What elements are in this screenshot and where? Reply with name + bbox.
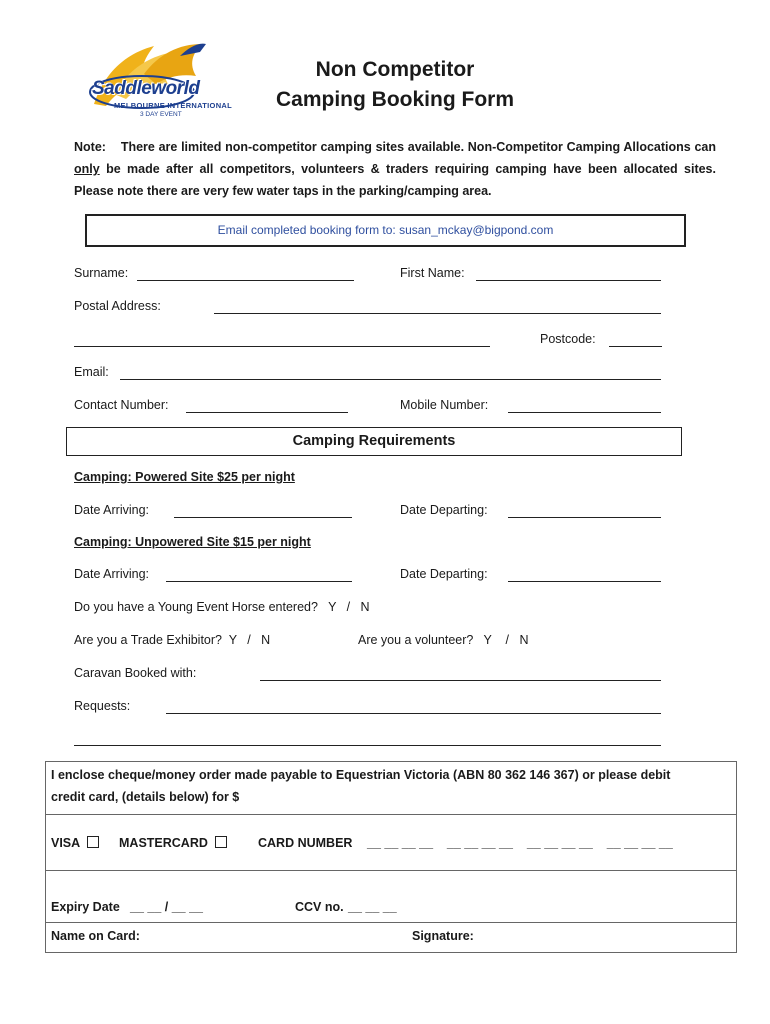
unpowered-date-arriving-field[interactable] xyxy=(166,581,352,582)
mastercard-label: MASTERCARD xyxy=(119,836,208,850)
note-paragraph xyxy=(74,136,716,202)
mastercard-option[interactable] xyxy=(119,836,227,850)
requests-field-2[interactable] xyxy=(74,745,661,746)
powered-date-arriving-label: Date Arriving: xyxy=(74,503,150,517)
visa-checkbox[interactable] xyxy=(87,836,99,848)
card-number-field[interactable]: __ __ __ __ __ __ __ __ __ __ __ __ __ __ __ __ xyxy=(367,836,673,850)
note-emphasis: only xyxy=(74,162,100,176)
postcode-field[interactable] xyxy=(609,346,662,347)
ccv-label: CCV no. xyxy=(295,900,344,914)
ccv-field[interactable]: __ __ __ xyxy=(348,900,397,914)
requests-field[interactable] xyxy=(166,713,661,714)
note-text-before: There are limited non-competitor camping sites available. Non-Competitor Camping Allocations can xyxy=(120,140,716,154)
postal-address-field-2[interactable] xyxy=(74,346,490,347)
mastercard-checkbox[interactable] xyxy=(215,836,227,848)
postal-address-label: Postal Address: xyxy=(74,299,161,313)
surname-label: Surname: xyxy=(74,266,129,280)
payment-divider xyxy=(46,814,736,815)
young-horse-question[interactable]: Do you have a Young Event Horse entered? Y / N xyxy=(74,600,370,614)
note-label: Note: xyxy=(74,140,106,154)
mobile-number-label: Mobile Number: xyxy=(400,398,489,412)
payment-divider-3 xyxy=(46,922,736,923)
unpowered-date-departing-label: Date Departing: xyxy=(400,567,488,581)
page-title xyxy=(240,55,550,115)
surname-field[interactable] xyxy=(137,280,354,281)
postcode-label: Postcode: xyxy=(540,332,596,346)
contact-number-field[interactable] xyxy=(186,412,348,413)
name-on-card-label: Name on Card: xyxy=(51,929,140,943)
payment-enclose-line-2: credit card, (details below) for $ xyxy=(51,790,240,804)
powered-date-departing-field[interactable] xyxy=(508,517,661,518)
camping-requirements-heading: Camping Requirements xyxy=(66,427,682,456)
powered-date-arriving-field[interactable] xyxy=(174,517,352,518)
caravan-field[interactable] xyxy=(260,680,661,681)
mobile-number-field[interactable] xyxy=(508,412,661,413)
logo-event: 3 DAY EVENT xyxy=(140,111,182,118)
first-name-label: First Name: xyxy=(400,266,465,280)
unpowered-date-departing-field[interactable] xyxy=(508,581,661,582)
caravan-label: Caravan Booked with: xyxy=(74,666,197,680)
email-field[interactable] xyxy=(120,379,661,380)
requests-label: Requests: xyxy=(74,699,131,713)
payment-divider-2 xyxy=(46,870,736,871)
unpowered-site-heading: Camping: Unpowered Site $15 per night xyxy=(74,535,311,549)
powered-site-heading: Camping: Powered Site $25 per night xyxy=(74,470,295,484)
logo-subtitle: MELBOURNE INTERNATIONAL xyxy=(114,101,233,110)
card-number-label: CARD NUMBER xyxy=(258,836,353,850)
note-text-after: be made after all competitors, volunteers & traders requiring camping have been allocated sites. Please note there are very few water taps in the parking/camping area. xyxy=(74,162,716,198)
unpowered-date-arriving-label: Date Arriving: xyxy=(74,567,150,581)
visa-option[interactable] xyxy=(51,836,99,850)
contact-number-label: Contact Number: xyxy=(74,398,169,412)
saddleworld-logo xyxy=(84,34,234,120)
signature-label: Signature: xyxy=(412,929,474,943)
title-line-1: Non Competitor xyxy=(315,58,475,81)
expiry-date-field[interactable]: __ __ / __ __ xyxy=(130,900,203,914)
expiry-date-label: Expiry Date xyxy=(51,900,120,914)
payment-section xyxy=(45,761,737,953)
email-instructions-box: Email completed booking form to: susan_mckay@bigpond.com xyxy=(85,214,686,247)
logo-wordmark: Saddleworld xyxy=(92,78,200,99)
payment-enclose-line-1: I enclose cheque/money order made payable to Equestrian Victoria (ABN 80 362 146 367) or please debit xyxy=(51,768,671,782)
first-name-field[interactable] xyxy=(476,280,661,281)
powered-date-departing-label: Date Departing: xyxy=(400,503,488,517)
volunteer-question[interactable]: Are you a volunteer? Y / N xyxy=(358,633,529,647)
visa-label: VISA xyxy=(51,836,81,850)
trade-exhibitor-question[interactable]: Are you a Trade Exhibitor? Y / N xyxy=(74,633,271,647)
title-line-2: Camping Booking Form xyxy=(276,88,514,111)
postal-address-field[interactable] xyxy=(214,313,661,314)
email-label: Email: xyxy=(74,365,109,379)
